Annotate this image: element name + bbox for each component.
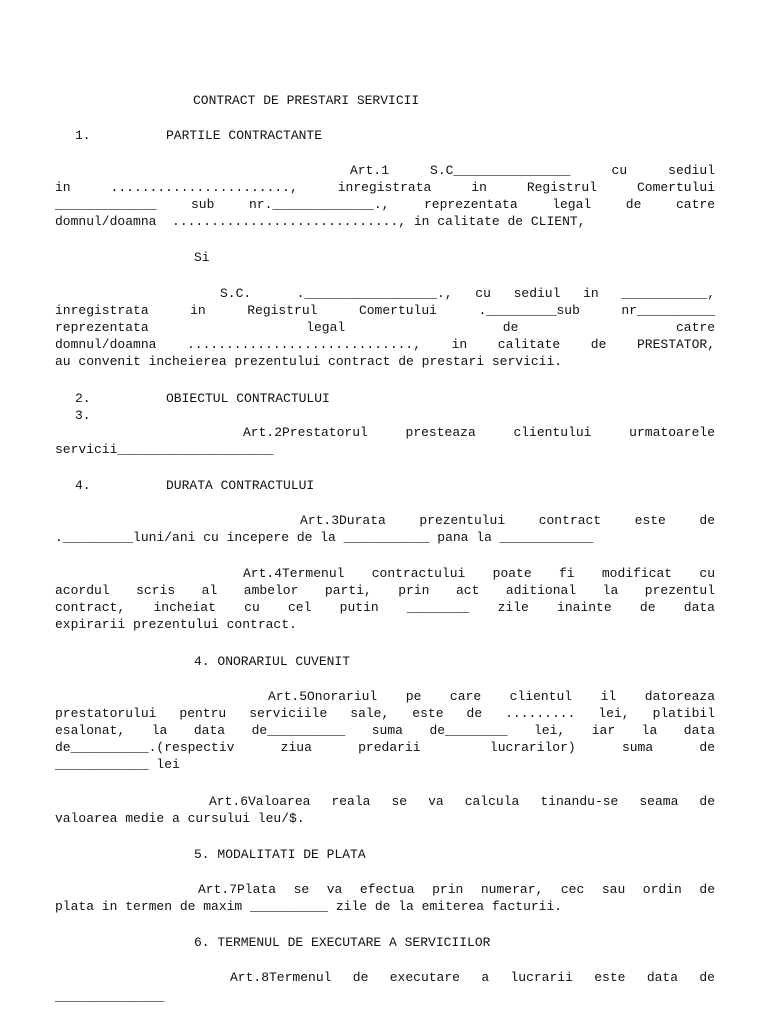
party2-line-4: domnul/doamna ............................., in calitate de PRESTATOR,	[55, 337, 715, 352]
party2-line-3: reprezentata legal de catre	[55, 320, 715, 335]
section-onorariu-title: 4. ONORARIUL CUVENIT	[194, 654, 351, 669]
art4-line-2: acordul scris al ambelor parti, prin act aditional la prezentul	[55, 583, 715, 598]
art1-line-3: _____________ sub nr._____________., reprezentata legal de catre	[55, 197, 715, 212]
art6-line-2: valoarea medie a cursului leu/$.	[55, 811, 305, 826]
party2-line-1: S.C. ._________________., cu sediul in ___________,	[220, 286, 715, 301]
art7-line-2: plata in termen de maxim __________ zile de la emiterea facturii.	[55, 899, 563, 914]
art1-line-1: Art.1 S.C_______________ cu sediul	[350, 163, 715, 178]
art2-line-1: Art.2Prestatorul presteaza clientului urmatoarele	[243, 425, 715, 440]
section-4-title: DURATA CONTRACTULUI	[166, 478, 315, 493]
art5-line-1: Art.5Onorariul pe care clientul il datoreaza	[268, 689, 715, 704]
party2-line-2: inregistrata in Registrul Comertului ._________sub nr__________	[55, 303, 715, 318]
conjunction-si: Si	[194, 250, 210, 265]
party2-line-5: au convenit incheierea prezentului contract de prestari servicii.	[55, 354, 563, 369]
section-1-number: 1.	[75, 128, 91, 143]
art5-line-3: esalonat, la data de__________ suma de________ lei, iar la data	[55, 723, 715, 738]
document-title: CONTRACT DE PRESTARI SERVICII	[193, 93, 420, 108]
art2-line-2: servicii____________________	[55, 442, 274, 457]
section-2-number: 2.	[75, 391, 91, 406]
art1-line-2: in ......................., inregistrata in Registrul Comertului	[55, 180, 715, 195]
section-1-title: PARTILE CONTRACTANTE	[166, 128, 323, 143]
art6-line-1: Art.6Valoarea reala se va calcula tinandu-se seama de	[209, 794, 715, 809]
art5-line-5: ____________ lei	[55, 757, 180, 772]
art3-line-1: Art.3Durata prezentului contract este de	[300, 513, 715, 528]
art4-line-4: expirarii prezentului contract.	[55, 617, 297, 632]
art5-line-4: de__________.(respectiv ziua predarii lucrarilor) suma de	[55, 740, 715, 755]
art1-line-4: domnul/doamna ............................., in calitate de CLIENT,	[55, 214, 586, 229]
section-3-number: 3.	[75, 408, 91, 423]
section-6-title: 6. TERMENUL DE EXECUTARE A SERVICIILOR	[194, 935, 491, 950]
art4-line-1: Art.4Termenul contractului poate fi modificat cu	[243, 566, 715, 581]
art8-line-2: ______________	[55, 989, 165, 1004]
section-4-number: 4.	[75, 478, 91, 493]
art8-line-1: Art.8Termenul de executare a lucrarii este data de	[230, 970, 715, 985]
art4-line-3: contract, incheiat cu cel putin ________ zile inainte de data	[55, 600, 715, 615]
section-2-title: OBIECTUL CONTRACTULUI	[166, 391, 330, 406]
art5-line-2: prestatorului pentru serviciile sale, este de ......... lei, platibil	[55, 706, 715, 721]
art7-line-1: Art.7Plata se va efectua prin numerar, cec sau ordin de	[198, 882, 715, 897]
section-5-title: 5. MODALITATI DE PLATA	[194, 847, 366, 862]
art3-line-2: ._________luni/ani cu incepere de la ___________ pana la ____________	[55, 530, 594, 545]
